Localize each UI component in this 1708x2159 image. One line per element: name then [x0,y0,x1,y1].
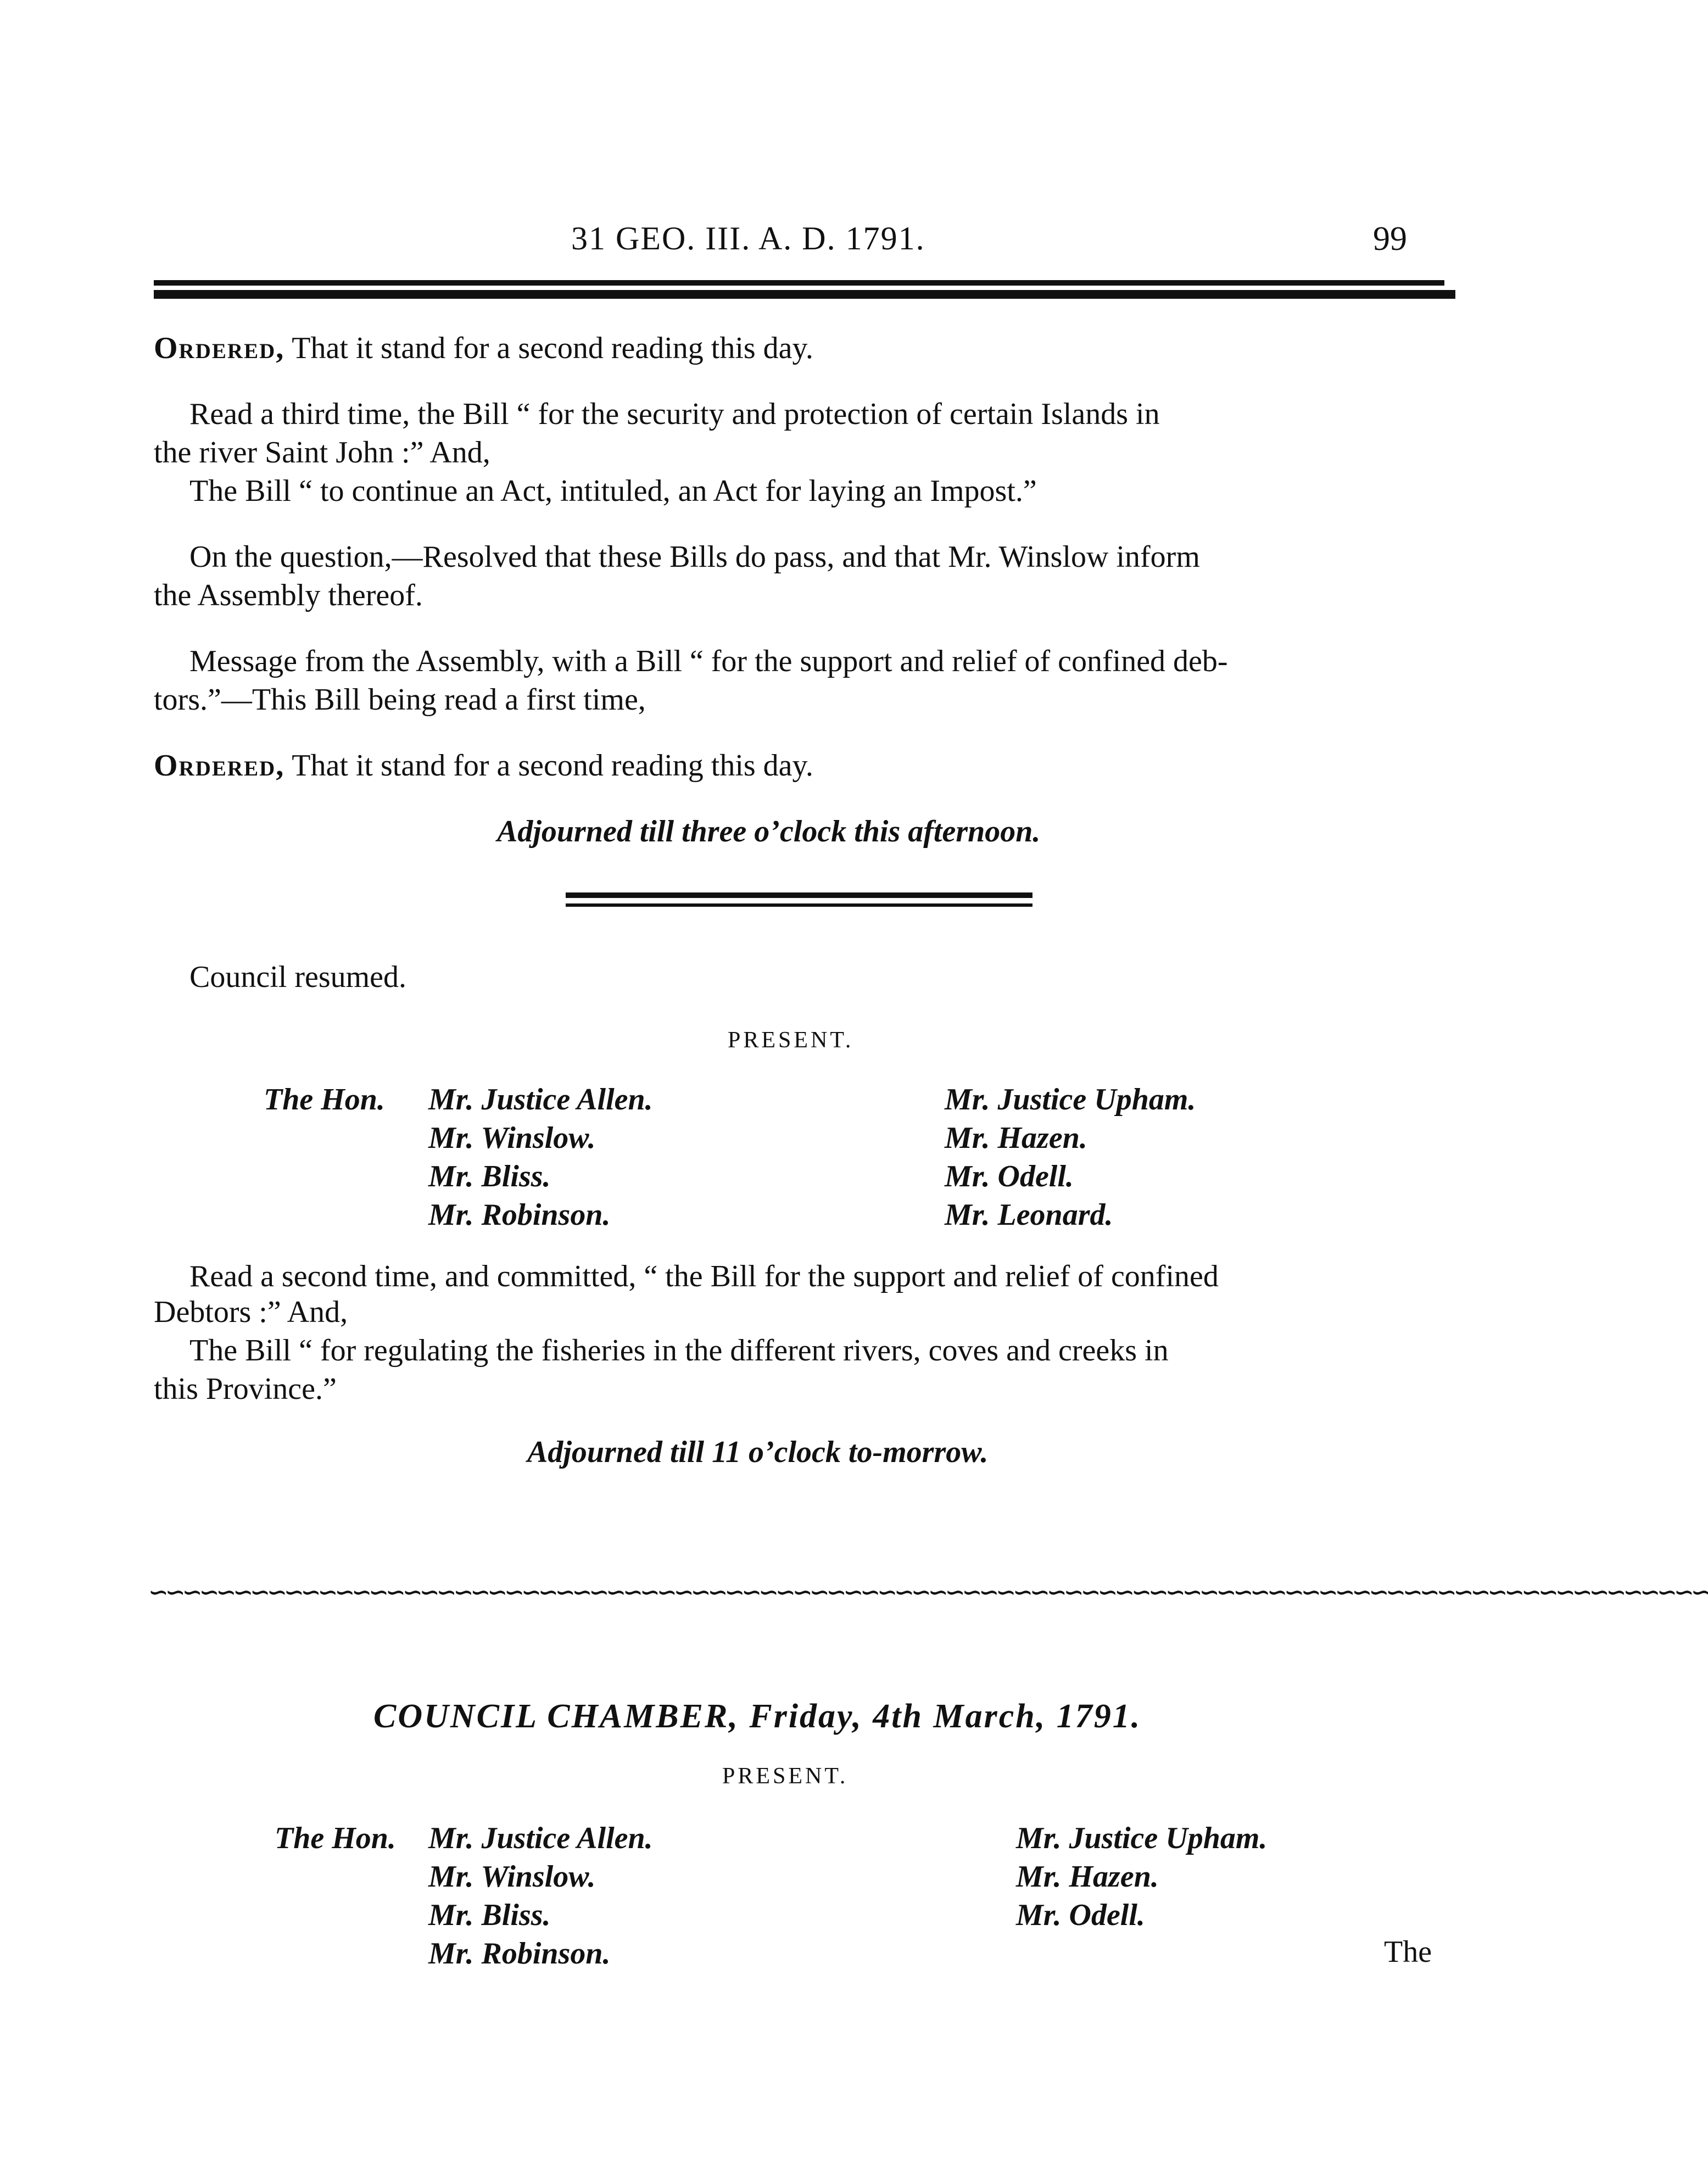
member-right-3b: Mr. Odell. [1016,1898,1145,1932]
member-left-2b: Mr. Winslow. [428,1860,596,1894]
header-rule-bottom [154,290,1455,299]
member-left-4: Mr. Robinson. [428,1198,611,1232]
section1-para3-line1: On the question,—Resolved that these Bills do pass, and that Mr. Winslow inform [189,540,1200,574]
section2-para-line4: this Province.” [154,1372,337,1406]
short-rule-bottom [566,903,1032,907]
short-rule-top [566,892,1032,898]
member-right-2b: Mr. Hazen. [1016,1860,1159,1894]
section1-para5 [154,747,813,784]
member-right-2: Mr. Hazen. [945,1121,1087,1155]
member-left-1: Mr. Justice Allen. [428,1083,653,1117]
member-left-2: Mr. Winslow. [428,1121,596,1155]
ordered-label: Ordered, [154,331,285,365]
section1-para4-line2: tors.”—This Bill being read a first time, [154,683,646,717]
member-right-4: Mr. Leonard. [945,1198,1113,1232]
section1-para1 [154,330,813,367]
present-heading: PRESENT. [728,1028,854,1053]
section1-adjourned: Adjourned till three o’clock this afternoon. [497,814,1041,849]
header-rule-top [154,280,1444,286]
council-chamber-heading: COUNCIL CHAMBER, Friday, 4th March, 1791. [373,1698,1142,1735]
section2-adjourned: Adjourned till 11 o’clock to-morrow. [527,1435,989,1469]
section1-para2-line2: the river Saint John :” And, [154,436,490,470]
honorific-2: The Hon. [275,1821,396,1855]
ordered-label: Ordered, [154,749,285,783]
member-left-3: Mr. Bliss. [428,1159,551,1193]
section2-para-line1: Read a second time, and committed, “ the Bill for the support and relief of confined [189,1259,1219,1293]
present-heading-2: PRESENT. [722,1764,849,1789]
section1-para2-line1: Read a third time, the Bill “ for the security and protection of certain Islands in [189,397,1160,431]
council-resumed: Council resumed. [189,960,407,994]
member-right-1b: Mr. Justice Upham. [1016,1821,1268,1855]
section2-para-line3: The Bill “ for regulating the fisheries in the different rivers, coves and creeks in [189,1334,1169,1368]
member-left-1b: Mr. Justice Allen. [428,1821,653,1855]
ornamental-divider: ∽∽∽∽∽∽∽∽∽∽∽∽∽∽∽∽∽∽∽∽∽∽∽∽∽∽∽∽∽∽∽∽∽∽∽∽∽∽∽∽∽∽∽∽∽∽∽∽∽∽∽∽∽∽∽∽∽∽∽∽∽∽∽∽∽∽∽∽∽∽∽∽∽∽∽∽∽∽∽∽∽∽∽∽∽∽∽∽∽∽∽∽ [148,1579,1708,1606]
para-text: That it stand for a second reading this day. [292,331,813,365]
para-text: That it stand for a second reading this day. [292,749,813,783]
section1-para4-line1: Message from the Assembly, with a Bill “ for the support and relief of confined deb- [189,644,1228,678]
member-left-3b: Mr. Bliss. [428,1898,551,1932]
member-right-3: Mr. Odell. [945,1159,1074,1193]
section1-para2-line3: The Bill “ to continue an Act, intituled, an Act for laying an Impost.” [189,474,1037,508]
catchword: The [1384,1935,1432,1969]
section2-para-line2: Debtors :” And, [154,1295,348,1329]
section1-para3-line2: the Assembly thereof. [154,578,423,612]
running-head: 31 GEO. III. A. D. 1791. [571,220,925,256]
honorific: The Hon. [264,1083,385,1117]
member-left-4b: Mr. Robinson. [428,1937,611,1971]
page-number: 99 [1373,220,1407,258]
member-right-1: Mr. Justice Upham. [945,1083,1196,1117]
